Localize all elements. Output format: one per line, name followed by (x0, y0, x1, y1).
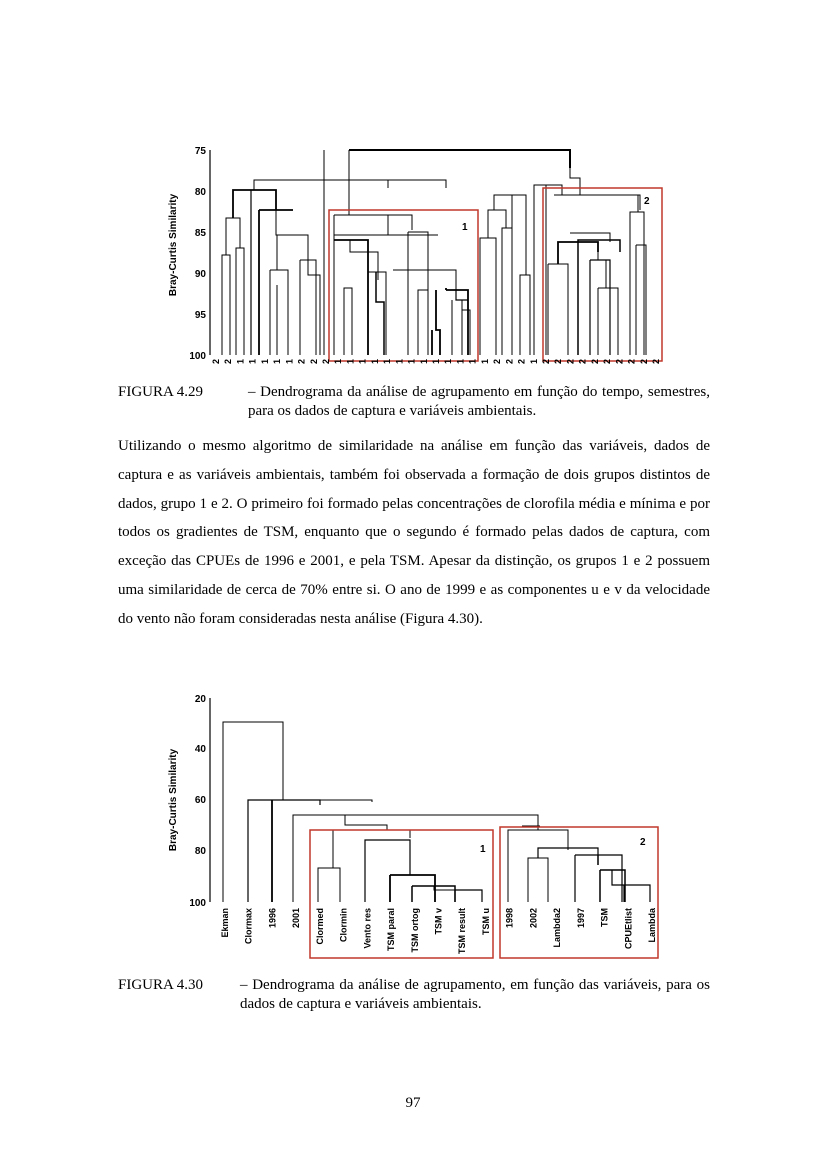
leaf-label: 1 (455, 359, 466, 365)
leaf-label: 1 (394, 359, 405, 365)
leaf-label: 2 (565, 359, 576, 365)
group-2-label: 2 (640, 837, 646, 848)
dendrogram-1 (150, 140, 670, 375)
caption-number: FIGURA 4.30 (118, 977, 204, 993)
caption-text: – Dendrograma da análise de agrupamento, em função das variáveis, para os dados de captura e variáveis ambientais. (240, 977, 710, 1012)
leaf-label: 1 (443, 359, 454, 365)
leaf-label: TSM (599, 908, 610, 927)
leaf-label: TSM paral (386, 908, 397, 952)
caption-text: – Dendrograma da análise de agrupamento em função do tempo, semestres, para os dados de captura e variáveis ambientais. (248, 384, 710, 419)
y-tick-label: 100 (189, 351, 206, 362)
leaf-labels (220, 907, 657, 954)
leaf-label: 2 (321, 359, 331, 365)
figure-4-29-caption (118, 383, 710, 421)
leaf-label: Clormin (338, 908, 349, 943)
leaf-label: 1 (259, 359, 270, 365)
y-tick-label: 40 (194, 744, 206, 755)
leaf-label: 2 (211, 359, 221, 365)
leaf-label: 2 (223, 359, 234, 365)
figure-4-30-caption (118, 976, 710, 1014)
leaf-label: 2 (638, 359, 649, 365)
leaf-label: 2 (651, 359, 661, 365)
figure-4-30 (150, 690, 670, 965)
y-tick-label: 20 (194, 694, 206, 705)
dendrogram-branches (223, 722, 650, 902)
figure-4-29 (150, 140, 670, 375)
y-axis-label: Bray-Curtis Similarity (168, 748, 179, 852)
group-2-box (500, 827, 658, 958)
y-axis-label: Bray-Curtis Similarity (168, 193, 179, 297)
y-tick-label: 60 (194, 795, 206, 806)
leaf-label: Clormed (314, 908, 325, 945)
leaf-label: Lambda2 (552, 908, 563, 948)
page-number: 97 (405, 1095, 421, 1111)
leaf-label: 1 (284, 359, 295, 365)
group-1-label: 1 (462, 222, 468, 233)
leaf-labels (211, 359, 661, 364)
leaf-label: 1 (272, 359, 283, 365)
leaf-label: Vento res (362, 908, 373, 949)
y-tick-label: 90 (194, 269, 206, 280)
leaf-label: TSM v (433, 908, 444, 935)
leaf-label: Clormax (243, 908, 254, 945)
leaf-label: TSM ortog (409, 908, 420, 953)
leaf-label: TSM result (457, 908, 468, 955)
leaf-label: 2001 (291, 908, 302, 929)
leaf-label: 2 (589, 359, 600, 365)
leaf-label: 1 (406, 359, 417, 365)
y-tick-label: 100 (189, 898, 206, 909)
leaf-label: Ekman (220, 908, 230, 938)
body-paragraph: Utilizando o mesmo algoritmo de similaridade na análise em função das variáveis, dados de captura e as variáveis ambientais, também foi observada a formação de dois grupos distintos de dados, grupo 1 e 2. O primeiro foi formado pelas concentrações de clorofila média e mínima e por todos os gradientes de TSM, enquanto que o segundo é formado pelas dados de captura, com exceção das CPUEs de 1996 e 2001, e pela TSM. Apesar da distinção, os grupos 1 e 2 possuem uma similaridade de cerca de 70% entre si. O ano de 1999 e as componentes u e v da velocidade do vento não foram consideradas nesta análise (Figura 4.30). (118, 438, 710, 627)
leaf-label: 1997 (575, 908, 586, 929)
leaf-label: 2 (504, 359, 515, 365)
leaf-label: 2002 (528, 908, 539, 929)
leaf-label: 1 (431, 359, 441, 365)
y-tick-label: 85 (194, 228, 206, 239)
leaf-label: 1 (528, 359, 539, 365)
leaf-label: 1 (345, 359, 356, 365)
leaf-label: 2 (614, 359, 625, 365)
group-1-label: 1 (480, 844, 486, 855)
leaf-label: 2 (296, 359, 307, 365)
leaf-label: 1 (479, 359, 490, 365)
leaf-label: 1 (247, 359, 258, 365)
y-tick-label: 95 (194, 310, 206, 321)
leaf-label: 1998 (504, 908, 515, 929)
leaf-label: CPUEtlist (623, 908, 634, 950)
dendrogram-branches (222, 150, 646, 355)
dendrogram-2 (150, 690, 670, 965)
leaf-label: 2 (602, 359, 613, 365)
group-2-label: 2 (644, 196, 650, 207)
leaf-label: 2 (541, 359, 551, 365)
y-tick-label: 80 (194, 846, 206, 857)
leaf-label: 1996 (267, 908, 278, 929)
leaf-label: 1 (382, 359, 393, 365)
leaf-label: Lambda (647, 908, 657, 943)
leaf-label: 1 (235, 359, 246, 365)
leaf-label: 1 (369, 359, 380, 365)
leaf-label: 1 (357, 359, 368, 365)
leaf-label: 2 (308, 359, 319, 365)
leaf-label: TSM u (480, 908, 491, 935)
leaf-label: 1 (467, 359, 478, 365)
leaf-label: 1 (333, 359, 344, 365)
y-tick-label: 80 (194, 187, 206, 198)
leaf-label: 2 (492, 359, 503, 365)
leaf-label: 2 (626, 359, 637, 365)
leaf-label: 2 (516, 359, 527, 365)
leaf-label: 1 (418, 359, 429, 365)
leaf-label: 2 (577, 359, 588, 365)
leaf-label: 2 (553, 359, 564, 365)
caption-number: FIGURA 4.29 (118, 384, 204, 400)
y-tick-label: 75 (194, 146, 206, 157)
